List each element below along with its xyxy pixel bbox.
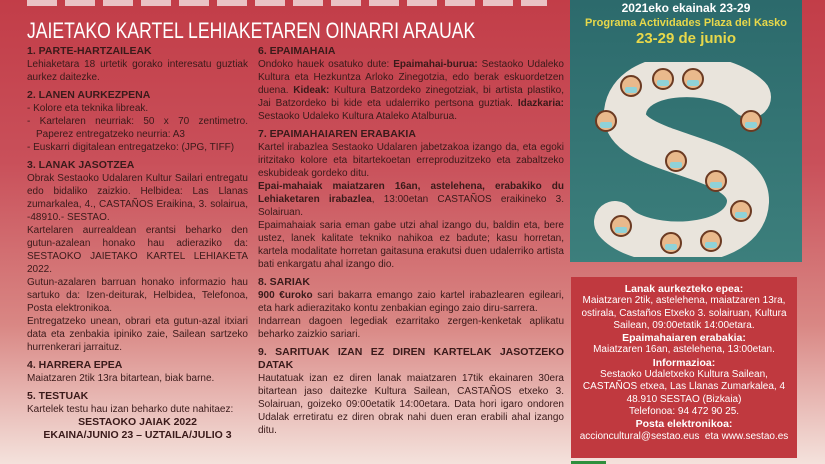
person-illustration — [595, 110, 617, 132]
section-text: Kartelaren aurrealdean erantsi beharko den gutun-azalean honako hau adieraziko da: SESTAOKO JAIETAKO KARTEL LEHIAKETA 2022. — [27, 225, 248, 275]
info-text: ostirala, Castaños Etxeko 3. solairuan, Kultura — [581, 307, 787, 319]
info-heading: Posta elektronikoa: — [635, 418, 733, 431]
section-text: Kartel irabazlea Sestaoko Udalaren jabetzakoa izango da, eta egoki iritzitako kolore eta bitartekoetan erreproduzitzeko eta zabaltzeko eskubideak gordeko ditu. — [258, 142, 564, 179]
section-heading: 3. LANAK JASOTZEA — [27, 159, 135, 171]
section-heading: 9. SARITUAK IZAN EZ DIREN KARTELAK JASOTZEKO DATAK — [258, 346, 564, 371]
required-text-2: EKAINA/JUNIO 23 – UZTAILA/JULIO 3 — [43, 429, 232, 441]
header-decoration — [27, 0, 547, 6]
section-text: Maiatzaren 2tik 13ra bitartean, biak barne. — [27, 373, 215, 384]
section-text: Kartelek testu hau izan beharko dute nahitaez: — [27, 404, 234, 415]
section-heading: 2. LANEN AURKEZPENA — [27, 89, 151, 101]
section-heading: 7. EPAIMAHAIAREN ERABAKIA — [258, 128, 416, 140]
section-text: Gutun-azalaren barruan honako informazio hau sartuko da: Izen-deiturak, Helbidea, Telefonoa, Posta elektronikoa. — [27, 277, 248, 314]
info-box — [571, 277, 797, 458]
middle-column — [258, 45, 564, 437]
section-text: Entregatzeko unean, obrari eta gutun-azal itxiari data eta zenbakia ipiniko zaie, Sailean sartzeko hurrenkerari jarraituz. — [27, 316, 248, 353]
info-heading: Informazioa: — [652, 356, 716, 369]
section-text: Epaimahaiak saria eman gabe utzi ahal izango du, baldin eta, bere ustez, lanek kalitate tekniko nahikoa ez badute; kasu horretan, kartela modalitate horretan gaitasuna erakutsi duen udalerriko artista bati enkargatu ahal izango dio. — [258, 220, 564, 270]
contact-email-web[interactable]: accioncultural@sestao.eus eta www.sestao.es — [579, 430, 789, 442]
section-heading: 4. HARRERA EPEA — [27, 359, 123, 371]
list-item: - Kartelaren neurriak: 50 x 70 zentimetro. Paperez entregatzeko neurria: A3 — [27, 116, 248, 140]
poster-dates-eu: 2021eko ekainak 23-29 — [621, 1, 751, 15]
section-text: Epai-mahaiak maiatzaren 16an, astelehena, erabakiko du Lehiaketaren irabazlea, 13:00etan CASTAÑOS eraikineko 3. Solairuan. — [258, 181, 564, 218]
poster-program-title: Programa Actividades Plaza del Kasko — [585, 16, 787, 29]
person-illustration — [700, 230, 722, 252]
info-text: Sestaoko Udaletxeko Kultura Sailean, — [600, 369, 768, 381]
left-column — [27, 45, 248, 442]
section-text: Ondoko hauek osatuko dute: Epaimahai-burua: Sestaoko Udaleko Kultura eta Hezkuntza Arloko Zinegotzia, edo berak eskuordetzen duena. Kideak: Kultura Batzordeko zinegotziak, bi artista plastiko, Jai Batzordeko bi kide eta udalerriko pertsona guztiak. Idazkaria: Sestaoko Udaleko Kultura Ataleko Atalburua. — [258, 59, 564, 122]
person-illustration — [652, 68, 674, 90]
required-text-1: SESTAOKO JAIAK 2022 — [78, 416, 197, 428]
section-heading: 6. EPAIMAHAIA — [258, 45, 336, 57]
list-item: - Kolore eta teknika libreak. — [27, 103, 149, 114]
section-heading: 8. SARIAK — [258, 276, 310, 288]
info-text: Sailean, 09:00etatik 14:00etara. — [613, 319, 755, 331]
info-heading: Lanak aurkezteko epea: — [624, 283, 744, 295]
info-text: CASTAÑOS etxea, Las Llanas Zumarkalea, 4 — [582, 381, 786, 393]
person-illustration — [660, 232, 682, 254]
section-heading: 5. TESTUAK — [27, 390, 89, 402]
section-text: 900 €uroko sari bakarra emango zaio kartel irabazlearen egileari, eta hark adierazitako kontu zenbakian egingo zaio diru-sarrera. — [258, 290, 564, 314]
info-text: Maiatzaren 2tik, astelehena, maiatzaren 13ra, — [582, 295, 786, 307]
info-text: Maiatzaren 16an, astelehena, 13:00etan. — [593, 344, 775, 356]
section-text: Obrak Sestaoko Udalaren Kultur Sailari entregatu edo bidaliko zaizkio. Helbidea: Las Llanas zumarkalea, 4., CASTAÑOS Eraikina, 3. solairua, -48910.- SESTAO. — [27, 173, 248, 223]
section-text: Hautatuak izan ez diren lanak maiatzaren 17tik ekainaren 30era bitartean jaso daitezke Kultura Sailean, CASTAÑOS etxeko 3. Solairuan, goizeko 09:00etatik 14:00etara. Data hori igaro ondoren Udalak erretiratu ez diren obrak nahi duen eran erabili ahal izango ditu. — [258, 373, 564, 436]
page-title: JAIETAKO KARTEL LEHIAKETAREN OINARRI ARAUAK — [27, 18, 476, 43]
person-illustration — [665, 150, 687, 172]
poster-dates-es: 23-29 de junio — [635, 30, 737, 48]
person-illustration — [705, 170, 727, 192]
info-text: 48.910 SESTAO (Bizkaia) — [626, 393, 742, 405]
person-illustration — [620, 75, 642, 97]
list-item: - Euskarri digitalean entregatzeko: (JPG, TIFF) — [27, 142, 235, 153]
person-illustration — [740, 110, 762, 132]
section-text: Indarrean dagoen legediak ezarritako zergen-kenketak aplikatu beharko zaizkio sariari. — [258, 316, 564, 340]
info-heading: Epaimahaiaren erabakia: — [622, 332, 746, 345]
section-text: Lehiaketara 18 urtetik gorako interesatu guztiak aurkez daitezke. — [27, 59, 248, 83]
section-heading: 1. PARTE-HARTZAILEAK — [27, 45, 152, 57]
phone-text: Telefonoa: 94 472 90 25. — [628, 405, 740, 417]
person-illustration — [610, 215, 632, 237]
person-illustration — [730, 200, 752, 222]
program-poster-image — [570, 0, 802, 262]
person-illustration — [682, 68, 704, 90]
